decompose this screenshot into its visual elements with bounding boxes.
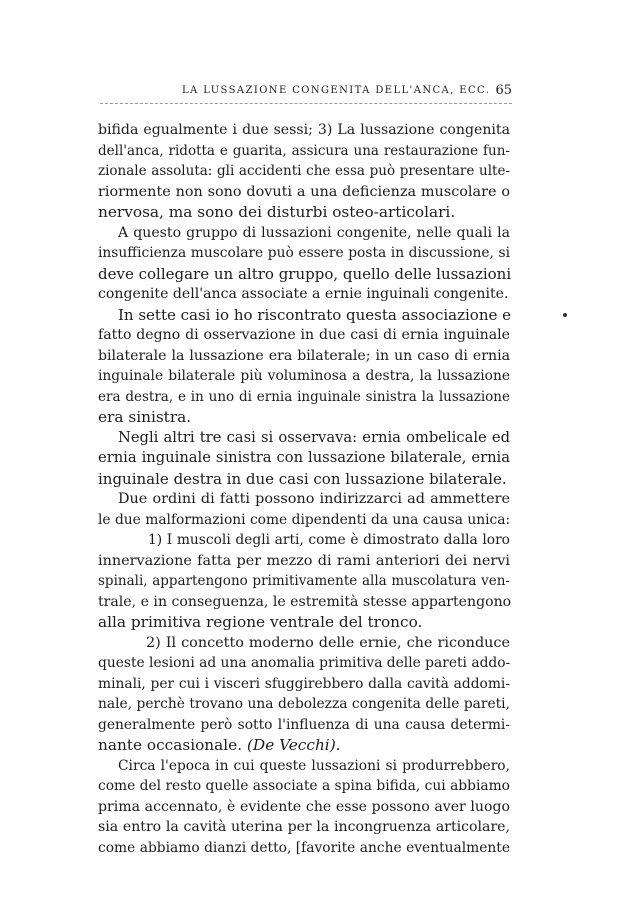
text-line: queste lesioni ad una anomalia primitiva delle pareti addo- [98,655,511,671]
text-line: A questo gruppo di lussazioni congenite, nelle quali la [118,224,510,241]
text-line: inguinale bilaterale più voluminosa a destra, la lussazione [98,368,510,384]
text-line: fatto degno di osservazione in due casi di ernia inguinale [98,327,510,343]
text-line: Circa l'epoca in cui queste lussazioni si produrrebbero, [118,757,510,774]
page-number: 65 [495,83,512,98]
text-line: nale, perchè trovano una debolezza congenita delle pareti, [98,696,510,712]
text-span: nante occasionale. [98,736,243,754]
text-line: trale, e in conseguenza, le estremità stesse appartengono [98,593,512,610]
text-line: era destra, e in uno di ernia inguinale sinistra la lussazione [98,388,510,405]
text-line: dell'anca, ridotta e guarita, assicura una restaurazione fun- [98,142,510,159]
text-line: 1) I muscoli degli arti, come è dimostrato dalla loro [148,532,510,548]
text-line: ernia inguinale sinistra con lussazione bilaterale, ernia [98,449,510,466]
text-line: alla primitiva regione ventrale del tronco. [98,613,423,631]
text-line: riormente non sono dovuti a una deficienza muscolare o [98,183,510,200]
running-head [100,83,512,101]
body-text [98,120,510,858]
text-line: le due malformazioni come dipendenti da una causa unica: [98,511,511,528]
text-line: 2) Il concetto moderno delle ernie, che riconduce [146,634,510,651]
text-line: bifida egualmente i due sessi; 3) La lussazione congenita [98,122,510,138]
text-line: prima accennato, è evidente che esse possono aver luogo [98,798,510,815]
text-line: inguinale destra in due casi con lussazione bilaterale. [98,469,507,488]
text-line: minali, per cui i visceri sfuggirebbero dalla cavità addomi- [98,675,510,692]
text-line: congenite dell'anca associate a ernie inguinali congenite. [98,286,509,302]
text-line: nervosa, ma sono dei disturbi osteo-articolari. [98,203,456,221]
text-line: In sette casi io ho riscontrato questa associazione e [118,305,512,324]
text-line: era sinistra. [98,408,192,426]
running-title: LA LUSSAZIONE CONGENITA DELL'ANCA, ECC. [182,85,491,96]
text-line: come abbiamo dianzi detto, [favorite anche eventualmente [98,839,510,856]
header-rule [100,103,512,104]
text-line: generalmente però sotto l'influenza di una causa determi- [98,716,510,733]
text-line: deve collegare un altro gruppo, quello delle lussazioni [98,264,512,283]
text-line: come del resto quelle associate a spina bifida, cui abbiamo [98,778,510,794]
citation: (De Vecchi). [246,736,341,754]
margin-dot-mark [563,313,567,317]
text-line: bilaterale la lussazione era bilaterale; in un caso di ernia [98,347,510,364]
text-line: sia entro la cavità uterina per la incongruenza articolare, [98,819,510,835]
text-line: Negli altri tre casi si osservava: ernia ombelicale ed [118,428,510,446]
text-line-with-citation [98,735,510,756]
text-line: innervazione fatta per mezzo di rami anteriori dei nervi [98,552,510,569]
text-line: spinali, appartengono primitivamente alla muscolatura ven- [98,573,510,589]
text-line: zionale assoluta: gli accidenti che essa può presentare ulte- [98,163,510,179]
text-line: insufficienza muscolare può essere posta in discussione, si [98,245,510,261]
text-line: Due ordini di fatti possono indirizzarci ad ammettere [118,491,510,507]
